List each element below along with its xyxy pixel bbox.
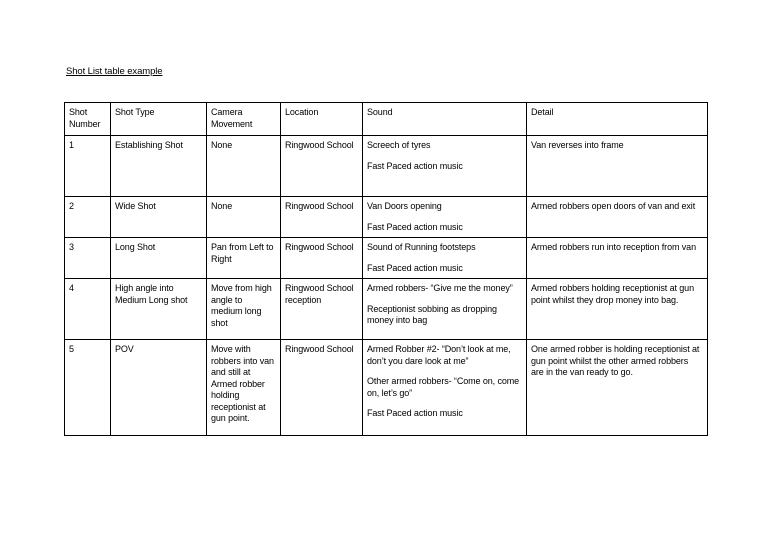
sound-line: Other armed robbers- “Come on, come on, let’s go”	[367, 376, 520, 398]
cell-shot-type: POV	[111, 340, 207, 436]
header-camera-movement: Camera Movement	[207, 103, 281, 136]
cell-shot-number: 5	[65, 340, 111, 436]
cell-sound	[363, 136, 527, 197]
sound-line: Armed robbers- “Give me the money”	[367, 283, 513, 293]
cell-location: Ringwood School	[281, 340, 363, 436]
document-title: Shot List table example	[66, 66, 163, 77]
shot-list-table	[64, 102, 708, 436]
header-location: Location	[281, 103, 363, 136]
sound-line: Fast Paced action music	[367, 221, 463, 232]
table-header-row	[65, 103, 708, 136]
cell-sound	[363, 197, 527, 238]
table-row	[65, 197, 708, 238]
sound-line: Armed Robber #2- “Don’t look at me, don’t you dare look at me”	[367, 344, 511, 366]
sound-line: Fast Paced action music	[367, 408, 463, 418]
sound-line: Sound of Running footsteps	[367, 242, 476, 252]
cell-detail: Van reverses into frame	[527, 136, 708, 197]
cell-shot-type: Establishing Shot	[111, 136, 207, 197]
sound-line: Van Doors opening	[367, 201, 442, 211]
cell-camera-movement: None	[207, 197, 281, 238]
cell-sound	[363, 340, 527, 436]
cell-detail: Armed robbers open doors of van and exit	[527, 197, 708, 238]
cell-sound	[363, 238, 527, 279]
sound-line: Receptionist sobbing as dropping money into bag	[367, 303, 497, 325]
cell-shot-type: Long Shot	[111, 238, 207, 279]
cell-location: Ringwood School	[281, 197, 363, 238]
cell-detail: One armed robber is holding receptionist at gun point whilst the other armed robbers are in the van ready to go.	[527, 340, 708, 436]
cell-location: Ringwood School reception	[281, 279, 363, 340]
cell-shot-number: 4	[65, 279, 111, 340]
table-row	[65, 136, 708, 197]
cell-shot-number: 2	[65, 197, 111, 238]
cell-detail: Armed robbers holding receptionist at gun point whilst they drop money into bag.	[527, 279, 708, 340]
header-sound: Sound	[363, 103, 527, 136]
table-row	[65, 238, 708, 279]
cell-detail: Armed robbers run into reception from van	[527, 238, 708, 279]
sound-line: Screech of tyres	[367, 140, 431, 150]
table-row	[65, 279, 708, 340]
header-shot-number: Shot Number	[65, 103, 111, 136]
cell-shot-type: Wide Shot	[111, 197, 207, 238]
table-row	[65, 340, 708, 436]
cell-camera-movement: Pan from Left to Right	[207, 238, 281, 279]
sound-line: Fast Paced action music	[367, 160, 463, 171]
cell-sound	[363, 279, 527, 340]
header-shot-type: Shot Type	[111, 103, 207, 136]
cell-location: Ringwood School	[281, 136, 363, 197]
cell-camera-movement: Move from high angle to medium long shot	[207, 279, 281, 340]
cell-shot-number: 3	[65, 238, 111, 279]
cell-shot-type: High angle into Medium Long shot	[111, 279, 207, 340]
header-detail: Detail	[527, 103, 708, 136]
cell-location: Ringwood School	[281, 238, 363, 279]
sound-line: Fast Paced action music	[367, 262, 463, 273]
cell-camera-movement: Move with robbers into van and still at Armed robber holding receptionist at gun point.	[207, 340, 281, 436]
cell-camera-movement: None	[207, 136, 281, 197]
cell-shot-number: 1	[65, 136, 111, 197]
